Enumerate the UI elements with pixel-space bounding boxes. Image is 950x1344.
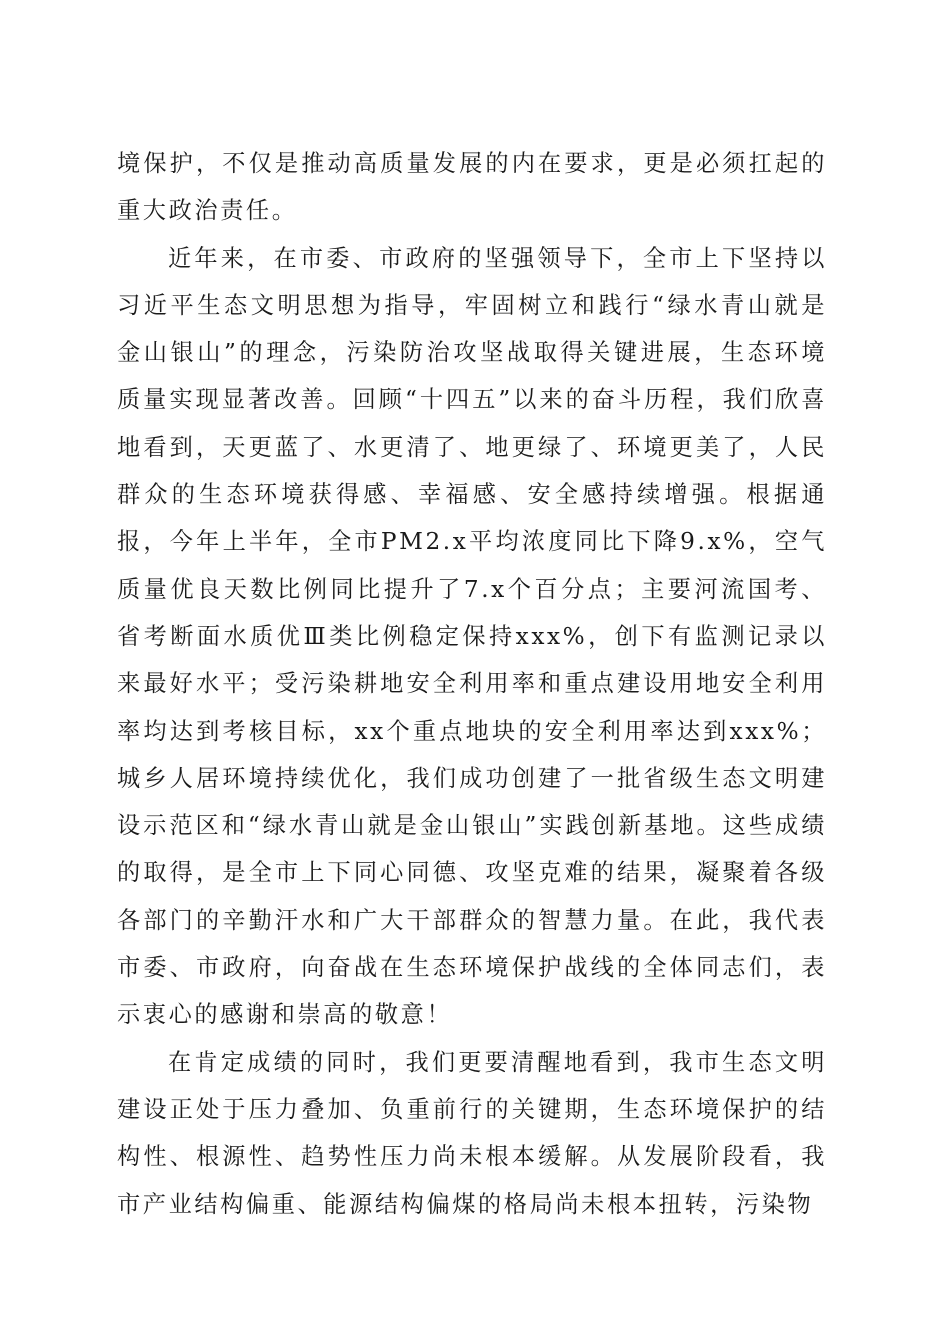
document-page: [117, 140, 827, 1228]
paragraph-2: 近年来，在市委、市政府的坚强领导下，全市上下坚持以习近平生态文明思想为指导，牢固树立和践行“绿水青山就是金山银山”的理念，污染防治攻坚战取得关键进展，生态环境质量实现显著改善。回顾“十四五”以来的奋斗历程，我们欣喜地看到，天更蓝了、水更清了、地更绿了、环境更美了，人民群众的生态环境获得感、幸福感、安全感持续增强。根据通报，今年上半年，全市PM2.x平均浓度同比下降9.x%，空气质量优良天数比例同比提升了7.x个百分点；主要河流国考、省考断面水质优Ⅲ类比例稳定保持xxx%，创下有监测记录以来最好水平；受污染耕地安全利用率和重点建设用地安全利用率均达到考核目标，xx个重点地块的安全利用率达到xxx%；城乡人居环境持续优化，我们成功创建了一批省级生态文明建设示范区和“绿水青山就是金山银山”实践创新基地。这些成绩的取得，是全市上下同心同德、攻坚克难的结果，凝聚着各级各部门的辛勤汗水和广大干部群众的智慧力量。在此，我代表市委、市政府，向奋战在生态环境保护战线的全体同志们，表示衷心的感谢和崇高的敬意！: [117, 244, 827, 1029]
paragraph-1: 境保护，不仅是推动高质量发展的内在要求，更是必须扛起的重大政治责任。: [117, 150, 827, 225]
paragraph-3: 在肯定成绩的同时，我们更要清醒地看到，我市生态文明建设正处于压力叠加、负重前行的关键期，生态环境保护的结构性、根源性、趋势性压力尚未根本缓解。从发展阶段看，我市产业结构偏重、能源结构偏煤的格局尚未根本扭转，污染物: [117, 1048, 827, 1218]
